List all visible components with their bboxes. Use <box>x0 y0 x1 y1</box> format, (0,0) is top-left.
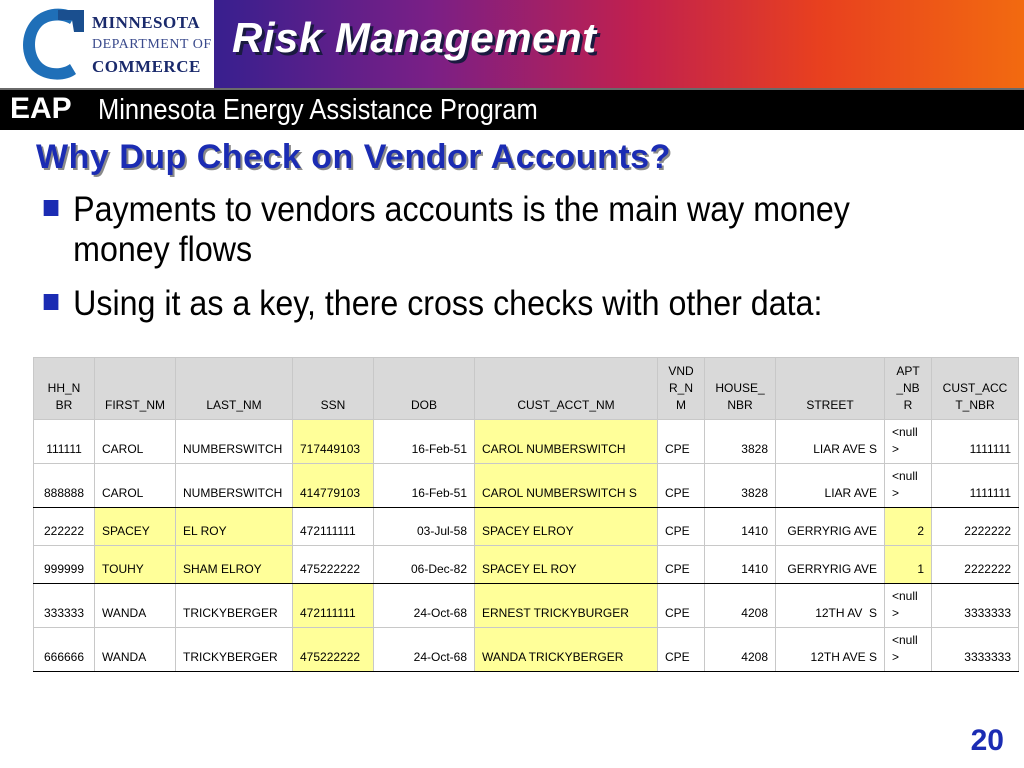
cell-first-nm: WANDA <box>95 628 176 672</box>
cell-apt-nbr: <null > <box>885 628 932 672</box>
cell-hh-nbr: 333333 <box>34 584 95 628</box>
bullet-list <box>40 190 1000 338</box>
col-apt-nbr: APT _NB R <box>885 358 932 420</box>
cell-house-nbr: 3828 <box>705 464 776 508</box>
cell-cust-acct-nm: WANDA TRICKYBERGER <box>475 628 658 672</box>
cell-cust-acct-nbr: 2222222 <box>932 508 1019 546</box>
cell-apt-nbr: <null > <box>885 464 932 508</box>
cell-cust-acct-nbr: 3333333 <box>932 628 1019 672</box>
cell-vndr-nm: CPE <box>658 628 705 672</box>
cell-cust-acct-nbr: 1111111 <box>932 464 1019 508</box>
cell-last-nm: NUMBERSWITCH <box>176 420 293 464</box>
cell-vndr-nm: CPE <box>658 584 705 628</box>
page-number: 20 <box>970 724 1004 757</box>
cell-house-nbr: 1410 <box>705 508 776 546</box>
cell-house-nbr: 1410 <box>705 546 776 584</box>
cell-hh-nbr: 111111 <box>34 420 95 464</box>
cell-ssn: 414779103 <box>293 464 374 508</box>
cell-dob: 16-Feb-51 <box>374 464 475 508</box>
cell-hh-nbr: 222222 <box>34 508 95 546</box>
col-last-nm: LAST_NM <box>176 358 293 420</box>
cell-last-nm: SHAM ELROY <box>176 546 293 584</box>
cell-last-nm: NUMBERSWITCH <box>176 464 293 508</box>
cell-street: 12TH AV S <box>776 584 885 628</box>
cell-hh-nbr: 888888 <box>34 464 95 508</box>
table-row <box>34 420 1019 464</box>
cell-cust-acct-nm: SPACEY ELROY <box>475 508 658 546</box>
cell-apt-nbr: <null > <box>885 584 932 628</box>
cell-hh-nbr: 999999 <box>34 546 95 584</box>
cell-vndr-nm: CPE <box>658 464 705 508</box>
cell-vndr-nm: CPE <box>658 508 705 546</box>
square-bullet-icon <box>44 200 59 216</box>
slide-heading: Why Dup Check on Vendor Accounts? <box>36 138 671 176</box>
cell-first-nm: CAROL <box>95 464 176 508</box>
logo-line-2: DEPARTMENT OF <box>92 37 212 52</box>
cell-dob: 06-Dec-82 <box>374 546 475 584</box>
col-dob: DOB <box>374 358 475 420</box>
cell-ssn: 472111111 <box>293 584 374 628</box>
cell-street: 12TH AVE S <box>776 628 885 672</box>
col-vndr-nm: VND R_N M <box>658 358 705 420</box>
cell-vndr-nm: CPE <box>658 546 705 584</box>
cell-last-nm: EL ROY <box>176 508 293 546</box>
col-cust-acct-nm: CUST_ACCT_NM <box>475 358 658 420</box>
cell-house-nbr: 4208 <box>705 584 776 628</box>
cell-dob: 24-Oct-68 <box>374 628 475 672</box>
vendor-accounts-table <box>33 357 1019 672</box>
table-row <box>34 508 1019 546</box>
cell-house-nbr: 4208 <box>705 628 776 672</box>
cell-apt-nbr: 1 <box>885 546 932 584</box>
cell-ssn: 472111111 <box>293 508 374 546</box>
cell-apt-nbr: <null > <box>885 420 932 464</box>
cell-house-nbr: 3828 <box>705 420 776 464</box>
bullet-text: Payments to vendors accounts is the main way money money flows <box>73 190 850 269</box>
col-street: STREET <box>776 358 885 420</box>
bullet-item <box>40 284 923 324</box>
cell-street: LIAR AVE <box>776 464 885 508</box>
cell-first-nm: SPACEY <box>95 508 176 546</box>
cell-ssn: 475222222 <box>293 546 374 584</box>
cell-street: GERRYRIG AVE <box>776 546 885 584</box>
header-banner <box>0 0 1024 88</box>
square-bullet-icon <box>44 294 59 310</box>
cell-dob: 16-Feb-51 <box>374 420 475 464</box>
table-row <box>34 628 1019 672</box>
col-house-nbr: HOUSE_ NBR <box>705 358 776 420</box>
cell-cust-acct-nm: CAROL NUMBERSWITCH S <box>475 464 658 508</box>
eap-program-name: Minnesota Energy Assistance Program <box>98 94 538 126</box>
table-header-row <box>34 358 1019 420</box>
cell-hh-nbr: 666666 <box>34 628 95 672</box>
commerce-c-icon <box>14 2 98 86</box>
logo-line-1: MINNESOTA <box>92 13 201 32</box>
cell-cust-acct-nbr: 1111111 <box>932 420 1019 464</box>
cell-cust-acct-nbr: 3333333 <box>932 584 1019 628</box>
bullet-item <box>40 190 923 270</box>
cell-street: LIAR AVE S <box>776 420 885 464</box>
cell-last-nm: TRICKYBERGER <box>176 584 293 628</box>
col-hh-nbr: HH_N BR <box>34 358 95 420</box>
cell-cust-acct-nbr: 2222222 <box>932 546 1019 584</box>
cell-cust-acct-nm: SPACEY EL ROY <box>475 546 658 584</box>
cell-apt-nbr: 2 <box>885 508 932 546</box>
eap-abbreviation: EAP <box>10 92 72 125</box>
table-row <box>34 584 1019 628</box>
cell-first-nm: CAROL <box>95 420 176 464</box>
cell-last-nm: TRICKYBERGER <box>176 628 293 672</box>
logo-text <box>92 12 212 78</box>
cell-cust-acct-nm: ERNEST TRICKYBURGER <box>475 584 658 628</box>
col-first-nm: FIRST_NM <box>95 358 176 420</box>
cell-dob: 03-Jul-58 <box>374 508 475 546</box>
table-row <box>34 546 1019 584</box>
cell-dob: 24-Oct-68 <box>374 584 475 628</box>
cell-ssn: 717449103 <box>293 420 374 464</box>
cell-street: GERRYRIG AVE <box>776 508 885 546</box>
cell-first-nm: WANDA <box>95 584 176 628</box>
eap-bar <box>0 88 1024 130</box>
cell-ssn: 475222222 <box>293 628 374 672</box>
cell-vndr-nm: CPE <box>658 420 705 464</box>
cell-first-nm: TOUHY <box>95 546 176 584</box>
banner-title: Risk Management <box>232 14 597 61</box>
table-row <box>34 464 1019 508</box>
logo-line-3: COMMERCE <box>92 57 201 76</box>
mn-commerce-logo <box>0 0 214 88</box>
bullet-text: Using it as a key, there cross checks with other data: <box>73 284 823 323</box>
cell-cust-acct-nm: CAROL NUMBERSWITCH <box>475 420 658 464</box>
col-cust-acct-nbr: CUST_ACC T_NBR <box>932 358 1019 420</box>
col-ssn: SSN <box>293 358 374 420</box>
